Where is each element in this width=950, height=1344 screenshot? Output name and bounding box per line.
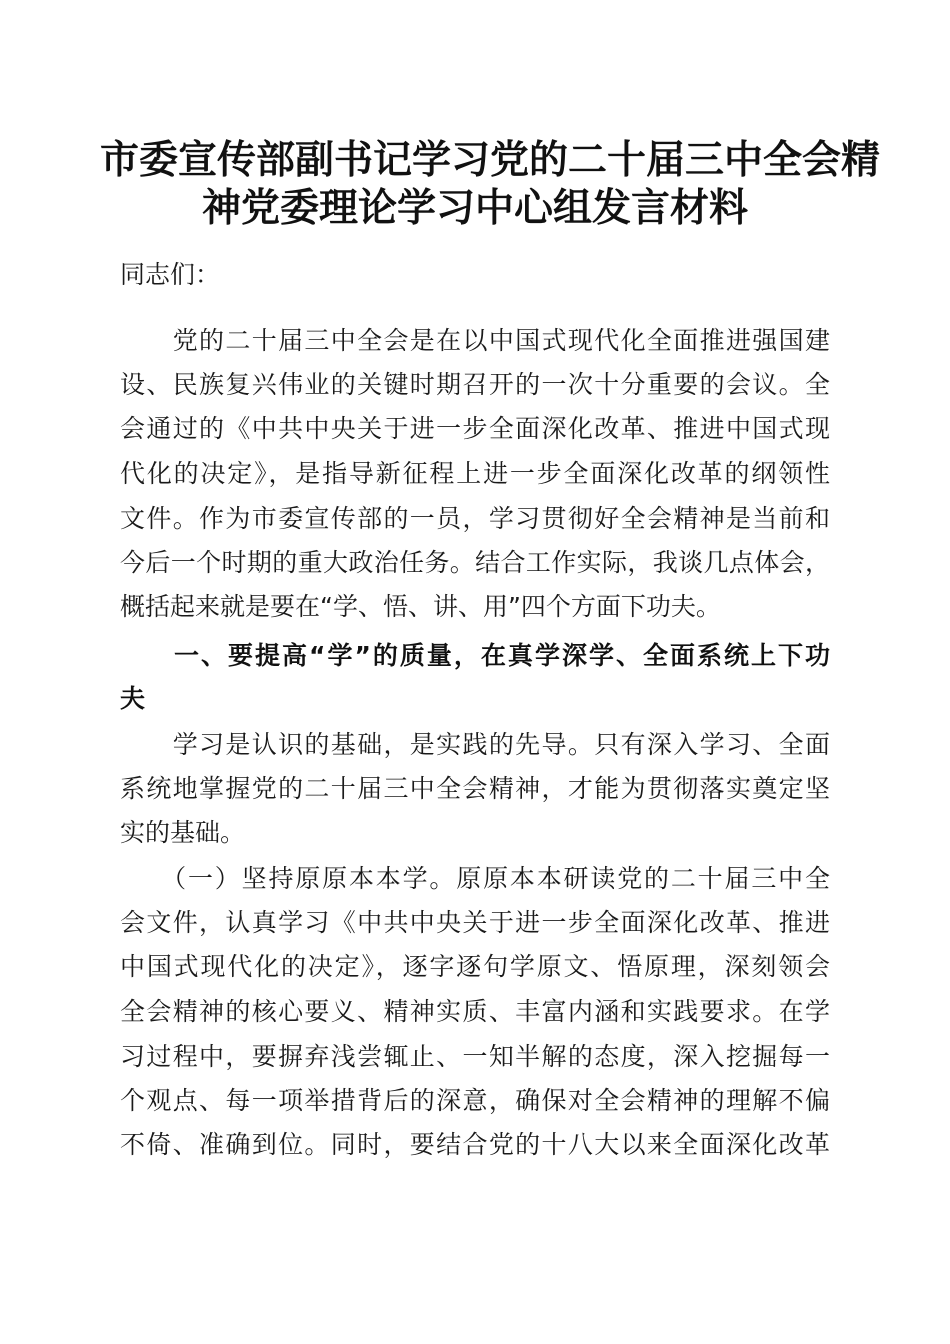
paragraph-line: 党的二十届三中全会是在以中国式现代化全面推进强国建 [120,326,830,355]
paragraph-line: 实的基础。 [120,818,246,847]
paragraph-line: 概括起来就是要在“学、悟、讲、用”四个方面下功夫。 [120,592,721,621]
section-heading: 一、要提高“学”的质量，在真学深学、全面系统上下功 [120,641,830,670]
paragraph-line: 个观点、每一项举措背后的深意，确保对全会精神的理解不偏 [120,1086,830,1115]
paragraph-line: 文件。作为市委宣传部的一员，学习贯彻好全会精神是当前和 [120,504,830,533]
paragraph-line: 代化的决定》，是指导新征程上进一步全面深化改革的纲领性 [120,459,830,488]
paragraph-line: 今后一个时期的重大政治任务。结合工作实际，我谈几点体会， [120,548,830,577]
section-heading: 夫 [120,684,146,713]
document-title-line-2: 神党委理论学习中心组发言材料 [201,185,748,231]
salutation: 同志们： [120,260,221,289]
paragraph-line: 学习是认识的基础，是实践的先导。只有深入学习、全面 [120,730,830,759]
paragraph-line: 会文件，认真学习《中共中央关于进一步全面深化改革、推进 [120,908,830,937]
paragraph-line: 会通过的《中共中央关于进一步全面深化改革、推进中国式现 [120,414,830,443]
paragraph-line: 中国式现代化的决定》，逐字逐句学原文、悟原理，深刻领会 [120,952,830,981]
paragraph-line: 全会精神的核心要义、精神实质、丰富内涵和实践要求。在学 [120,997,830,1026]
paragraph-line: （一）坚持原原本本学。原原本本研读党的二十届三中全 [120,864,830,893]
paragraph-line: 不倚、准确到位。同时，要结合党的十八大以来全面深化改革 [120,1130,830,1159]
document-title-line-1: 市委宣传部副书记学习党的二十届三中全会精 [100,137,881,183]
paragraph-line: 设、民族复兴伟业的关键时期召开的一次十分重要的会议。全 [120,370,830,399]
paragraph-line: 系统地掌握党的二十届三中全会精神，才能为贯彻落实奠定坚 [120,774,830,803]
paragraph-line: 习过程中，要摒弃浅尝辄止、一知半解的态度，深入挖掘每一 [120,1042,830,1071]
